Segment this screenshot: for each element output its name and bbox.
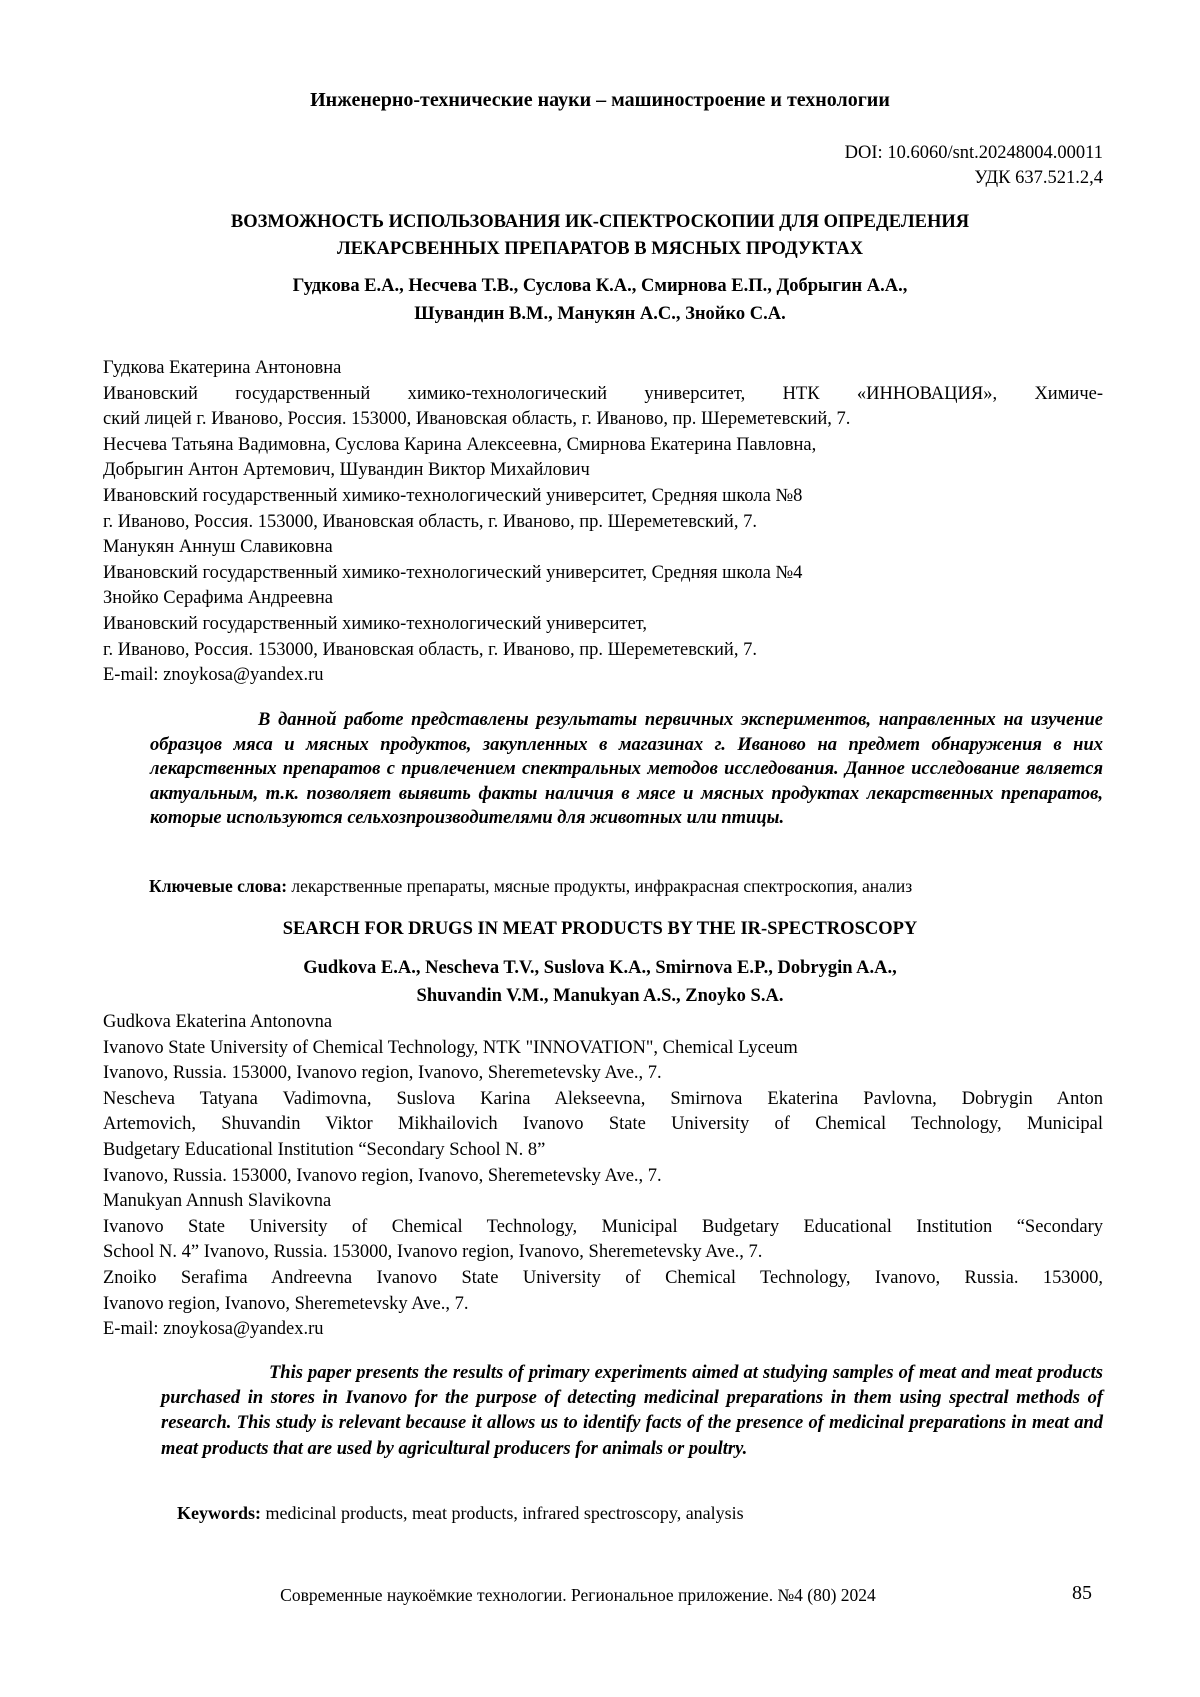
en-authors (0, 955, 1200, 1010)
en-authors-line: Gudkova E.A., Nescheva T.V., Suslova K.A., Smirnova E.P., Dobrygin A.A., (303, 958, 897, 978)
en-affiliations (103, 1010, 1103, 1343)
footer-journal: Современные наукоёмкие технологии. Региональное приложение. №4 (80) 2024 (280, 1585, 876, 1605)
en-abstract-block (161, 1361, 1103, 1462)
affiliation-line: Budgetary Educational Institution “Secondary School N. 8” (103, 1139, 546, 1160)
ru-keywords-label: Ключевые слова: (149, 876, 288, 896)
affiliation-line: Ivanovo, Russia. 153000, Ivanovo region, Ivanovo, Sheremetevsky Ave., 7. (103, 1063, 662, 1084)
affiliation-line: Gudkova Ekaterina Antonovna (103, 1012, 333, 1032)
affiliation-line: Ивановский государственный химико-технологический университет, НТК «ИННОВАЦИЯ», Химиче- (103, 383, 1103, 404)
affiliation-line: Nescheva Tatyana Vadimovna, Suslova Karina Alekseevna, Smirnova Ekaterina Pavlovna, Dobrygin Anton (103, 1088, 1103, 1109)
en-keywords (177, 1503, 744, 1524)
en-keywords-label: Keywords: (177, 1503, 261, 1523)
affiliation-line: Ivanovo State University of Chemical Technology, NTK "INNOVATION", Chemical Lyceum (103, 1037, 798, 1058)
affiliation-line: Manukyan Annush Slavikovna (103, 1191, 332, 1212)
affiliation-line: Гудкова Екатерина Антоновна (103, 358, 342, 378)
affiliation-line: Знойко Серафима Андреевна (103, 588, 333, 609)
affiliation-line: Znoiko Serafima Andreevna Ivanovo State University of Chemical Technology, Ivanovo, Russia. 153000, (103, 1267, 1103, 1288)
ru-keywords (149, 876, 912, 897)
affiliation-line: Ивановский государственный химико-технологический университет, (103, 613, 647, 634)
doi-text: DOI: 10.6060/snt.20248004.00011 (844, 143, 1103, 163)
doi (845, 141, 1103, 191)
ru-title-line: ВОЗМОЖНОСТЬ ИСПОЛЬЗОВАНИЯ ИК-СПЕКТРОСКОПИИ ДЛЯ ОПРЕДЕЛЕНИЯ (230, 212, 970, 232)
ru-abstract: В данной работе представлены результаты первичных экспериментов, направленных на изучение образцов мяса и мясных продуктов, закупленных в магазинах г. Иваново на предмет обнаружения в них лекарственных препаратов с привлечением спектральных методов исследования. Данное исследование является актуальным, т.к. позволяет выявить факты наличия в мясе и мясных продуктах лекарственных препаратов, которые используются сельхозпроизводителями для животных или птицы. (150, 710, 1103, 828)
affiliation-line: Ивановский государственный химико-технологический университет, Средняя школа №4 (103, 562, 803, 583)
en-authors-line: Shuvandin V.M., Manukyan A.S., Znoyko S.A. (416, 985, 784, 1006)
ru-title-line: ЛЕКАРСВЕННЫХ ПРЕПАРАТОВ В МЯСНЫХ ПРОДУКТАХ (336, 239, 864, 259)
email-line: E-mail: znoykosa@yandex.ru (103, 665, 324, 686)
page-number: 85 (1072, 1582, 1092, 1604)
affiliation-line: School N. 4” Ivanovo, Russia. 153000, Ivanovo region, Ivanovo, Sheremetevsky Ave., 7. (103, 1242, 763, 1263)
affiliation-line: Ivanovo State University of Chemical Technology, Municipal Budgetary Educational Institution “Secondary (103, 1216, 1103, 1237)
affiliation-line: Artemovich, Shuvandin Viktor Mikhailovich Ivanovo State University of Chemical Technology, Municipal (103, 1114, 1103, 1135)
affiliation-line: ский лицей г. Иваново, Россия. 153000, Ивановская область, г. Иваново, пр. Шереметевский, 7. (103, 409, 851, 430)
affiliation-line: Ivanovo, Russia. 153000, Ivanovo region, Ivanovo, Sheremetevsky Ave., 7. (103, 1165, 662, 1186)
affiliation-line: г. Иваново, Россия. 153000, Ивановская область, г. Иваново, пр. Шереметевский, 7. (103, 511, 757, 532)
affiliation-line: Ивановский государственный химико-технологический университет, Средняя школа №8 (103, 485, 803, 506)
udk-text: УДК 637.521.2,4 (974, 168, 1103, 188)
running-header: Инженерно-технические науки – машиностроение и технологии (310, 89, 890, 111)
affiliation-line: Манукян Аннуш Славиковна (103, 537, 333, 558)
ru-abstract-block (150, 708, 1103, 831)
affiliation-line: Несчева Татьяна Вадимовна, Суслова Карина Алексеевна, Смирнова Екатерина Павловна, (103, 434, 817, 455)
affiliation-line: г. Иваново, Россия. 153000, Ивановская область, г. Иваново, пр. Шереметевский, 7. (103, 639, 757, 660)
affiliation-line: Добрыгин Антон Артемович, Шувандин Виктор Михайлович (103, 460, 590, 481)
ru-keywords-text: лекарственные препараты, мясные продукты, инфракрасная спектроскопия, анализ (287, 876, 913, 896)
en-keywords-text: medicinal products, meat products, infrared spectroscopy, analysis (261, 1503, 744, 1523)
ru-title (0, 209, 1200, 263)
en-title: SEARCH FOR DRUGS IN MEAT PRODUCTS BY THE IR-SPECTROSCOPY (282, 919, 918, 939)
ru-affiliations (103, 356, 1103, 689)
affiliation-line: Ivanovo region, Ivanovo, Sheremetevsky Ave., 7. (103, 1293, 469, 1314)
email-line: E-mail: znoykosa@yandex.ru (103, 1319, 324, 1340)
ru-authors-line: Шувандин В.М., Манукян А.С., Знойко С.А. (414, 303, 786, 324)
en-abstract: This paper presents the results of primary experiments aimed at studying samples of meat and meat products purchased in stores in Ivanovo for the purpose of detecting medicinal preparations in them using spectral methods of research. This study is relevant because it allows us to identify facts of the presence of medicinal preparations in meat and meat products that are used by agricultural producers for animals or poultry. (161, 1363, 1103, 1459)
ru-authors (0, 273, 1200, 328)
ru-authors-line: Гудкова Е.А., Несчева Т.В., Суслова К.А., Смирнова Е.П., Добрыгин А.А., (292, 276, 908, 296)
